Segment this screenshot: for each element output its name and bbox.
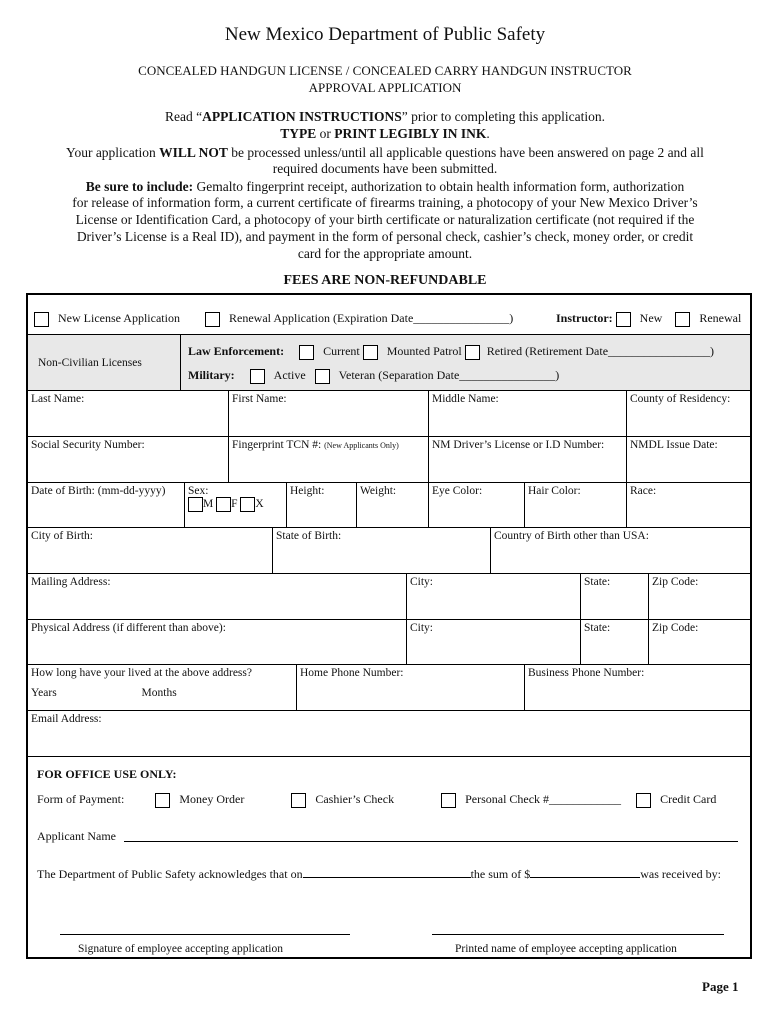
sex-x-checkbox[interactable]: [240, 497, 255, 512]
ack-amount-line[interactable]: [530, 877, 640, 878]
race-field[interactable]: Race:: [626, 482, 750, 528]
physical-city-field[interactable]: City:: [406, 619, 580, 665]
physical-zip-field[interactable]: Zip Code:: [648, 619, 750, 665]
fees-notice: FEES ARE NON-REFUNDABLE: [283, 273, 487, 288]
weight-field[interactable]: Weight:: [356, 482, 428, 528]
payment-row: Form of Payment: Money Order Cashier’s Check Personal Check #____________ Credit Card: [37, 792, 717, 806]
instructions-include-5: card for the appropriate amount.: [297, 246, 473, 261]
last-name-field[interactable]: Last Name:: [28, 390, 228, 437]
employee-printed-name-label: Printed name of employee accepting application: [455, 943, 677, 955]
first-name-field[interactable]: First Name:: [228, 390, 428, 437]
county-field[interactable]: County of Residency:: [626, 390, 750, 437]
ssn-field[interactable]: Social Security Number:: [28, 436, 228, 483]
page-title: New Mexico Department of Public Safety: [224, 24, 546, 45]
money-order-checkbox[interactable]: [155, 793, 170, 808]
employee-signature-line[interactable]: [60, 934, 350, 935]
law-enforcement-row: Law Enforcement: Current Mounted Patrol Retired (Retirement Date_________________): [188, 344, 715, 358]
non-civilian-label: Non-Civilian Licenses: [38, 357, 142, 369]
ack-date-line[interactable]: [303, 877, 471, 878]
form-subtitle-1: CONCEALED HANDGUN LICENSE / CONCEALED CARRY HANDGUN INSTRUCTOR: [138, 63, 632, 78]
le-mounted-patrol-checkbox[interactable]: [363, 345, 378, 360]
mailing-city-field[interactable]: City:: [406, 573, 580, 620]
page-number: Page 1: [702, 979, 739, 994]
sex-m-checkbox[interactable]: [188, 497, 203, 512]
tcn-field[interactable]: Fingerprint TCN #: (New Applicants Only): [228, 436, 428, 483]
dob-field[interactable]: Date of Birth: (mm-dd-yyyy): [28, 482, 184, 528]
sex-field: Sex: M F X: [184, 482, 286, 528]
instructor-option: Instructor: New Renewal: [556, 311, 742, 325]
nmdl-date-field[interactable]: NMDL Issue Date:: [626, 436, 750, 483]
business-phone-field[interactable]: Business Phone Number:: [524, 664, 750, 711]
military-veteran-checkbox[interactable]: [315, 369, 330, 384]
eye-color-field[interactable]: Eye Color:: [428, 482, 524, 528]
form-subtitle-2: APPROVAL APPLICATION: [308, 80, 462, 95]
new-license-option[interactable]: New License Application: [34, 311, 180, 327]
middle-name-field[interactable]: Middle Name:: [428, 390, 626, 437]
office-use-heading: FOR OFFICE USE ONLY:: [37, 767, 177, 781]
state-of-birth-field[interactable]: State of Birth:: [272, 527, 490, 574]
mailing-state-field[interactable]: State:: [580, 573, 648, 620]
military-row: Military: Active Veteran (Separation Date________________): [188, 368, 560, 382]
home-phone-field[interactable]: Home Phone Number:: [296, 664, 524, 711]
country-of-birth-field[interactable]: Country of Birth other than USA:: [490, 527, 750, 574]
cashiers-check-checkbox[interactable]: [291, 793, 306, 808]
city-of-birth-field[interactable]: City of Birth:: [28, 527, 272, 574]
new-license-checkbox[interactable]: [34, 312, 49, 327]
physical-state-field[interactable]: State:: [580, 619, 648, 665]
sex-f-checkbox[interactable]: [216, 497, 231, 512]
physical-address-field[interactable]: Physical Address (if different than above):: [28, 619, 406, 665]
instructions-include-2: for release of information form, a current certificate of firearms training, a photocopy of your New Mexico Driver’s: [72, 195, 698, 210]
renewal-option[interactable]: Renewal Application (Expiration Date________________): [205, 311, 513, 327]
employee-printed-name-line[interactable]: [432, 934, 724, 935]
instructions-type: TYPE or PRINT LEGIBLY IN INK.: [280, 126, 490, 141]
instructions-include-4: Driver’s License is a Real ID), and payment in the form of personal check, cashier’s check, money order, or credit: [76, 229, 694, 244]
instructions-read: Read “APPLICATION INSTRUCTIONS” prior to completing this application.: [165, 109, 605, 124]
renewal-checkbox[interactable]: [205, 312, 220, 327]
non-civilian-divider: [180, 334, 181, 391]
employee-signature-label: Signature of employee accepting application: [78, 943, 284, 955]
applicant-name-row: Applicant Name: [37, 829, 116, 843]
mailing-zip-field[interactable]: Zip Code:: [648, 573, 750, 620]
email-field[interactable]: Email Address:: [28, 710, 750, 757]
how-long-field[interactable]: How long have your lived at the above address? Years Months: [28, 664, 296, 711]
instructions-include-3: License or Identification Card, a photocopy of your birth certificate or naturalization certificate (not required if the: [75, 212, 695, 227]
military-active-checkbox[interactable]: [250, 369, 265, 384]
height-field[interactable]: Height:: [286, 482, 356, 528]
instructor-new-checkbox[interactable]: [616, 312, 631, 327]
instructions-include-1: Be sure to include: Gemalto fingerprint receipt, authorization to obtain health information form, authorization: [85, 179, 685, 194]
nm-dl-field[interactable]: NM Driver’s License or I.D Number:: [428, 436, 626, 483]
hair-color-field[interactable]: Hair Color:: [524, 482, 626, 528]
mailing-address-field[interactable]: Mailing Address:: [28, 573, 406, 620]
credit-card-checkbox[interactable]: [636, 793, 651, 808]
instructor-renewal-checkbox[interactable]: [675, 312, 690, 327]
instructions-will-not-2: required documents have been submitted.: [272, 161, 498, 176]
le-current-checkbox[interactable]: [299, 345, 314, 360]
personal-check-checkbox[interactable]: [441, 793, 456, 808]
applicant-name-line[interactable]: [124, 841, 738, 842]
instructions-will-not: Your application WILL NOT be processed unless/until all applicable questions have been answered on page 2 and all: [66, 145, 704, 160]
acknowledgement-row: The Department of Public Safety acknowledges that on the sum of $ was received by:: [37, 867, 721, 881]
le-retired-checkbox[interactable]: [465, 345, 480, 360]
